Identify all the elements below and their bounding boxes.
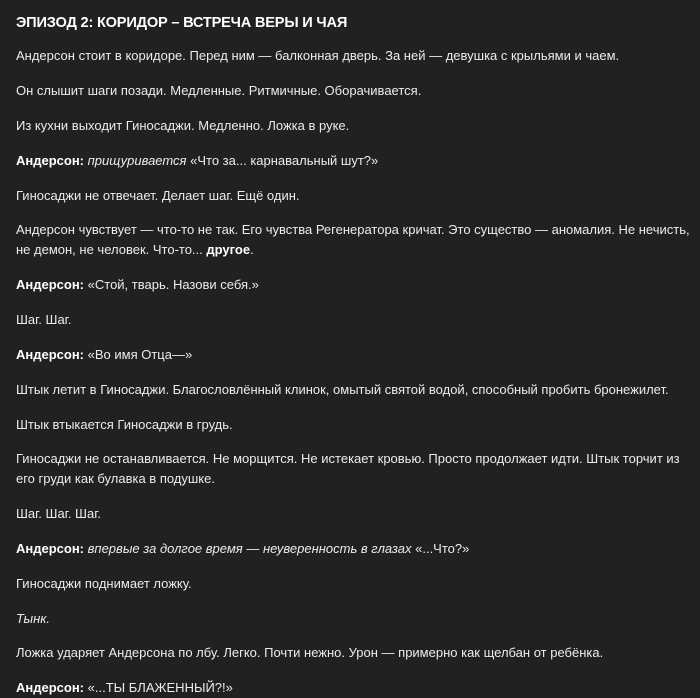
paragraph <box>16 220 690 259</box>
paragraph: Шаг. Шаг. Шаг. <box>16 505 101 521</box>
paragraph: Штык летит в Гиносаджи. Благословлённый клинок, омытый святой водой, способный пробить бронежилет. <box>16 381 669 397</box>
paragraph: Он слышит шаги позади. Медленные. Ритмичные. Оборачивается. <box>16 82 422 98</box>
dialogue-line <box>16 275 690 295</box>
dialogue-line <box>16 345 690 365</box>
speech: «Во имя Отца—» <box>87 346 193 362</box>
paragraph-text: Андерсон чувствует — что-то не так. Его чувства Регенератора кричат. Это существо — аномалия. Не нечисть, не демон, не человек. Что-то... <box>16 222 690 258</box>
speaker-name: Андерсон: <box>16 152 85 168</box>
sound-effect: Тынк. <box>16 610 50 626</box>
paragraph: Гиносаджи поднимает ложку. <box>16 575 192 591</box>
speech: «Стой, тварь. Назови себя.» <box>87 276 259 292</box>
dialogue-line <box>16 151 690 171</box>
paragraph: Из кухни выходит Гиносаджи. Медленно. Ложка в руке. <box>16 117 350 133</box>
paragraph: Штык втыкается Гиносаджи в грудь. <box>16 416 233 432</box>
dialogue-line <box>16 539 690 559</box>
speaker-name: Андерсон: <box>16 346 85 362</box>
paragraph: Гиносаджи не отвечает. Делает шаг. Ещё один. <box>16 187 300 203</box>
stage-direction: впервые за долгое время — неуверенность в глазах <box>87 540 412 556</box>
paragraph: Гиносаджи не останавливается. Не морщится. Не истекает кровью. Просто продолжает идти. Штык торчит из его груди как булавка в подушке. <box>16 451 680 486</box>
paragraph: Андерсон стоит в коридоре. Перед ним — балконная дверь. За ней — девушка с крыльями и чаем. <box>16 48 620 63</box>
speaker-name: Андерсон: <box>16 540 85 556</box>
paragraph-end: . <box>250 242 254 258</box>
stage-direction: прищуривается <box>87 152 187 168</box>
speaker-name: Андерсон: <box>16 680 85 696</box>
speech: «...ТЫ БЛАЖЕННЫЙ?!» <box>87 680 233 696</box>
speaker-name: Андерсон: <box>16 276 85 292</box>
episode-title: ЭПИЗОД 2: КОРИДОР – ВСТРЕЧА ВЕРЫ И ЧАЯ <box>16 15 348 31</box>
dialogue-line <box>16 678 690 698</box>
speech: «Что за... карнавальный шут?» <box>190 152 379 168</box>
speech: «...Что?» <box>415 540 470 556</box>
paragraph: Шаг. Шаг. <box>16 311 72 327</box>
emphasis: другое <box>206 242 251 258</box>
paragraph: Ложка ударяет Андерсона по лбу. Легко. Почти нежно. Урон — примерно как щелбан от ребёнка. <box>16 645 604 661</box>
